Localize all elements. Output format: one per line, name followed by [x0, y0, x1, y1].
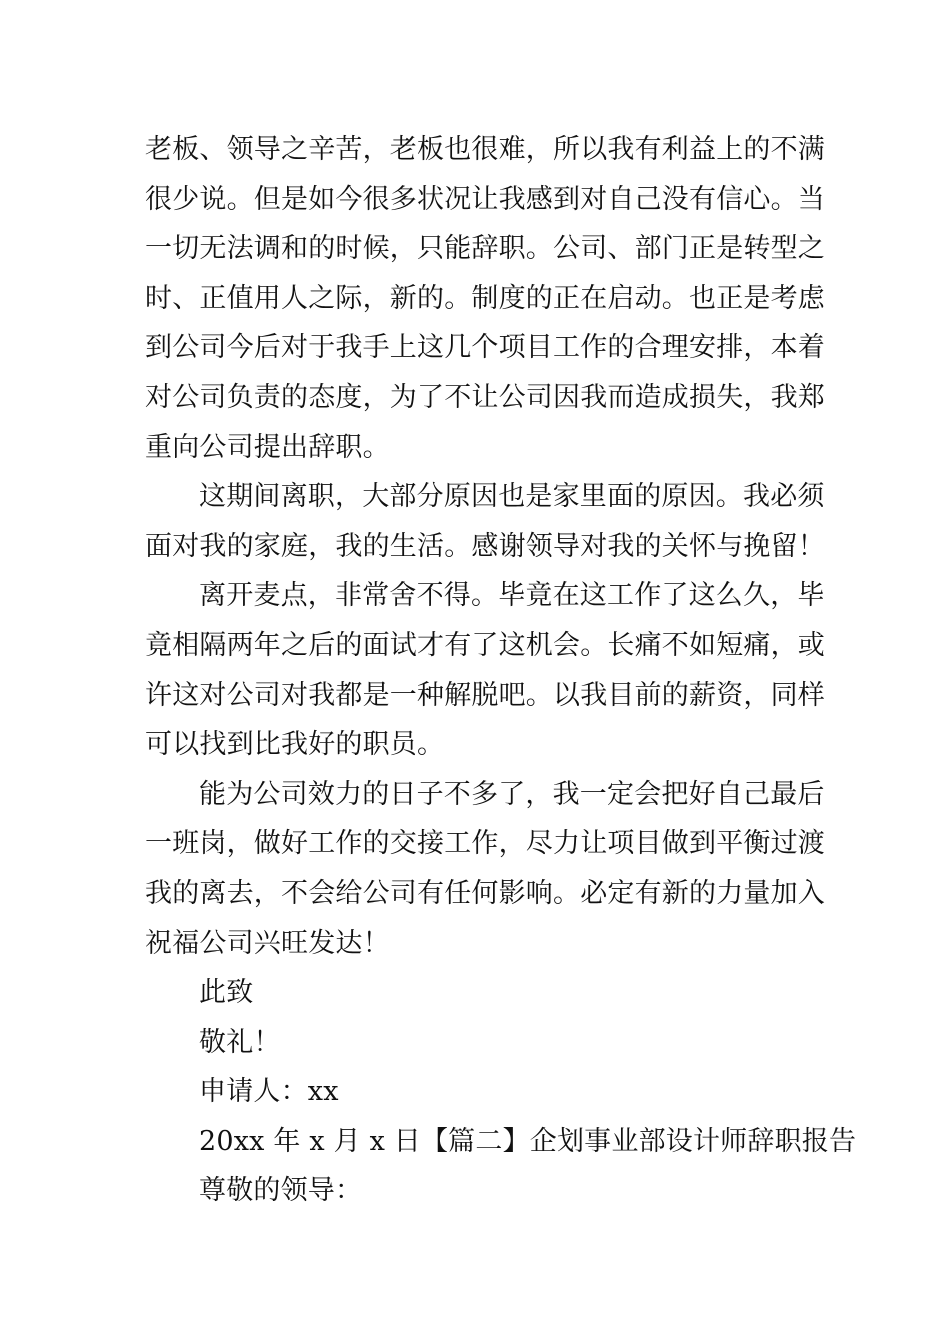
text-line: 能为公司效力的日子不多了，我一定会把好自己最后: [199, 778, 825, 810]
closing-salute: 敬礼！: [199, 1026, 281, 1058]
text-line: 老板、领导之辛苦，老板也很难，所以我有利益上的不满: [145, 134, 825, 165]
text-line: 这期间离职，大部分原因也是家里面的原因。我必须: [199, 481, 825, 513]
paragraph-4: [145, 770, 825, 968]
salutation: 尊敬的领导：: [199, 1175, 363, 1207]
text-line: 一班岗，做好工作的交接工作，尽力让项目做到平衡过渡: [145, 828, 825, 860]
closing-phrase: 此致: [199, 977, 254, 1009]
text-line: 到公司今后对于我手上这几个项目工作的合理安排，本着: [145, 332, 825, 364]
text-line: 对公司负责的态度，为了不让公司因我而造成损失，我郑: [145, 381, 825, 413]
text-line: 祝福公司兴旺发达！: [145, 927, 390, 959]
text-line: 离开麦点，非常舍不得。毕竟在这工作了这么久，毕: [199, 580, 825, 612]
paragraph-1: [145, 125, 825, 472]
text-line: 我的离去，不会给公司有任何影响。必定有新的力量加入: [145, 877, 825, 909]
text-line: 许这对公司对我都是一种解脱吧。以我目前的薪资，同样: [145, 679, 825, 711]
paragraph-2: [145, 472, 825, 571]
text-line: 一切无法调和的时候，只能辞职。公司、部门正是转型之: [145, 233, 825, 265]
text-line: 时、正值用人之际，新的。制度的正在启动。也正是考虑: [145, 282, 825, 314]
text-line: 面对我的家庭，我的生活。感谢领导对我的关怀与挽留！: [145, 530, 825, 562]
text-line: 竟相隔两年之后的面试才有了这机会。长痛不如短痛，或: [145, 629, 825, 661]
paragraph-3: [145, 571, 825, 769]
applicant-line: 申请人：xx: [199, 1076, 339, 1108]
document-body: [145, 125, 857, 1216]
date-and-section-title: 20xx 年 x 月 x 日【篇二】企划事业部设计师辞职报告: [199, 1125, 857, 1157]
text-line: 重向公司提出辞职。: [145, 431, 390, 463]
text-line: 可以找到比我好的职员。: [145, 729, 445, 761]
text-line: 很少说。但是如今很多状况让我感到对自己没有信心。当: [145, 183, 825, 215]
